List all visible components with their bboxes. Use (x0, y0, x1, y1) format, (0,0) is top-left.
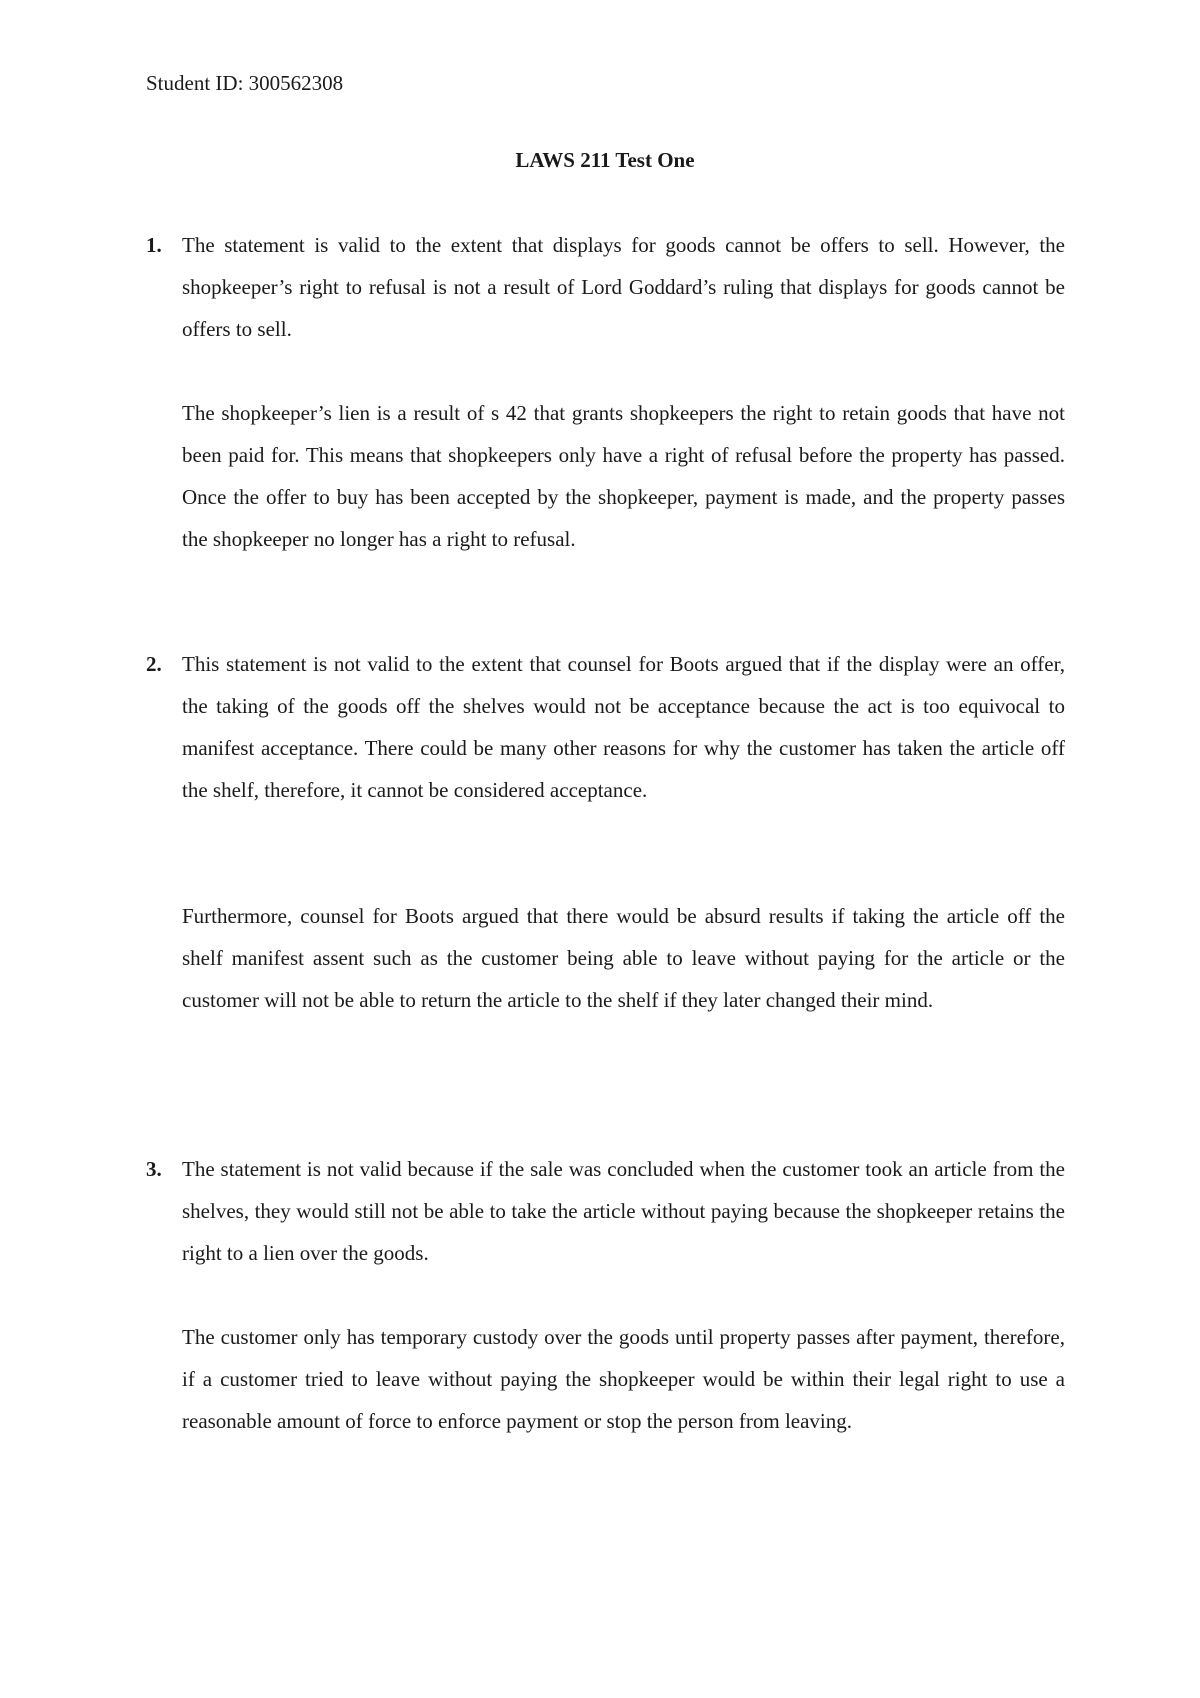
answer-paragraph: This statement is not valid to the extent that counsel for Boots argued that if the display were an offer, the taking of the goods off the shelves would not be acceptance because the act is too equivocal to manifest acceptance. There could be many other reasons for why the customer has taken the article off the shelf, therefore, it cannot be considered acceptance. (182, 652, 1065, 802)
item-number: 3. (146, 1157, 162, 1181)
answer-paragraph: Furthermore, counsel for Boots argued that there would be absurd results if taking the article off the shelf manifest assent such as the customer being able to leave without paying for the article or the customer will not be able to return the article to the shelf if they later changed their mind. (182, 904, 1065, 1012)
answer-paragraph: The customer only has temporary custody over the goods until property passes after payment, therefore, if a customer tried to leave without paying the shopkeeper would be within their legal right to use a reasonable amount of force to enforce payment or stop the person from leaving. (182, 1325, 1065, 1433)
item-number: 2. (146, 652, 162, 676)
page-title: LAWS 211 Test One (515, 148, 695, 172)
answer-paragraph: The statement is valid to the extent that displays for goods cannot be offers to sell. However, the shopkeeper’s right to refusal is not a result of Lord Goddard’s ruling that displays for goods cannot be offers to sell. (182, 233, 1065, 341)
student-id: Student ID: 300562308 (146, 71, 344, 95)
answer-paragraph: The shopkeeper’s lien is a result of s 42 that grants shopkeepers the right to retain goods that have not been paid for. This means that shopkeepers only have a right of refusal before the property has passed. Once the offer to buy has been accepted by the shopkeeper, payment is made, and the property passes the shopkeeper no longer has a right to refusal. (182, 401, 1065, 551)
item-number: 1. (146, 233, 162, 257)
answer-paragraph: The statement is not valid because if the sale was concluded when the customer took an article from the shelves, they would still not be able to take the article without paying because the shopkeeper retains the right to a lien over the goods. (182, 1157, 1065, 1265)
